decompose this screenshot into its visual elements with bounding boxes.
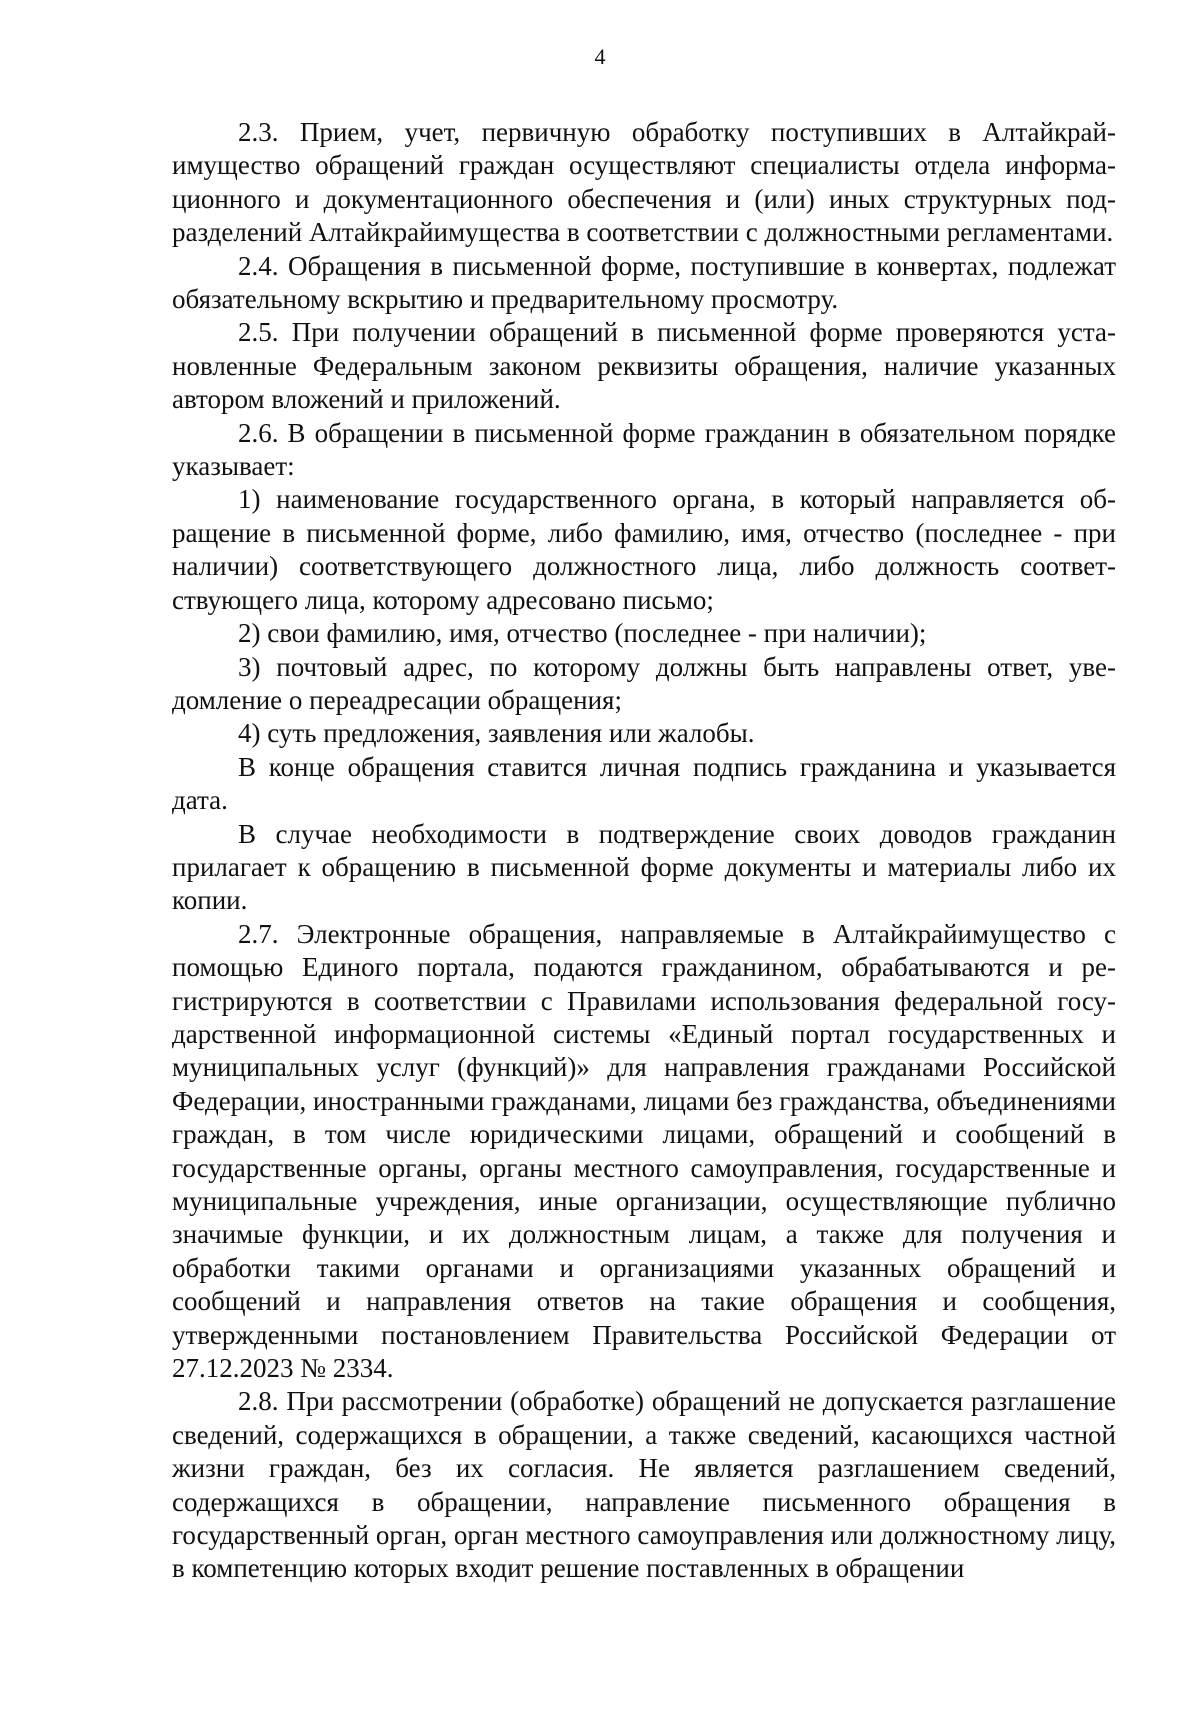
list-item-2: 2) свои фамилию, имя, отчество (последнее - при наличии); [238, 618, 927, 649]
paragraph-2-7: 2.7. Электронные обращения, направляемые в Алтайкрайимущество с помощью Единого портала, подаются гражданином, обрабатываются и регистрируются в соответствии с Правилами использования федеральной государственной информационной системы «Единый портал государственных и муниципальных услуг (функций)» для направления гражданами Российской Федерации, иностранными гражданами, лицами без гражданства, объединениями граждан, в том числе юридическими лицами, обращений и сообщений в государственные органы, органы местного самоуправления, государственные и муниципальные учреждения, иные организации, осуществляющие публично значимые функции, и их должностным лицам, а также для получения и обработки такими органами и организациями указанных обращений и сообщений и направления ответов на такие обращения и сообщения, утвержденными постановлением Правительства Российской Федерации от 27.12.2023 № 2334. [172, 918, 1116, 1384]
paragraph-signature-date: В конце обращения ставится личная подпись гражданина и указывается дата. [172, 751, 1116, 816]
page-number: 4 [594, 44, 606, 69]
paragraph-attachments: В случае необходимости в подтверждение своих доводов гражданин прилагает к обращению в письменной форме документы и материалы либо их копии. [172, 818, 1116, 916]
paragraph-2-3: 2.3. Прием, учет, первичную обработку поступивших в Алтайкрайимущество обращений граждан осуществляют специалисты отдела информационного и документационного обеспечения и (или) иных структурных подразделений Алтайкрайимущества в соответствии с должностными регламентами. [172, 117, 1116, 248]
paragraph-2-4: 2.4. Обращения в письменной форме, поступившие в конвертах, подлежат обязательному вскрытию и предварительному просмотру. [172, 250, 1116, 315]
list-item-3: 3) почтовый адрес, по которому должны быть направлены ответ, уведомление о переадресации обращения; [172, 651, 1116, 715]
list-item-4: 4) суть предложения, заявления или жалобы. [238, 718, 755, 749]
paragraph-2-6: 2.6. В обращении в письменной форме гражданин в обязательном порядке указывает: [172, 417, 1116, 482]
list-item-1: 1) наименование государственного органа, в который направляется обращение в письменной форме, либо фамилию, имя, отчество (последнее - при наличии) соответствующего должностного лица, либо должность соответствующего лица, которому адресовано письмо; [172, 484, 1116, 615]
document-body [172, 116, 1116, 1586]
paragraph-2-5: 2.5. При получении обращений в письменной форме проверяются установленные Федеральным законом реквизиты обращения, наличие указанных автором вложений и приложений. [172, 317, 1116, 415]
paragraph-2-8: 2.8. При рассмотрении (обработке) обращений не допускается разглашение сведений, содержащихся в обращении, а также сведений, касающихся частной жизни граждан, без их согласия. Не является разглашением сведений, содержащихся в обращении, направление письменного обращения в государственный орган, орган местного самоуправления или должностному лицу, в компетенцию которых входит решение поставленных в обращении [172, 1386, 1116, 1584]
